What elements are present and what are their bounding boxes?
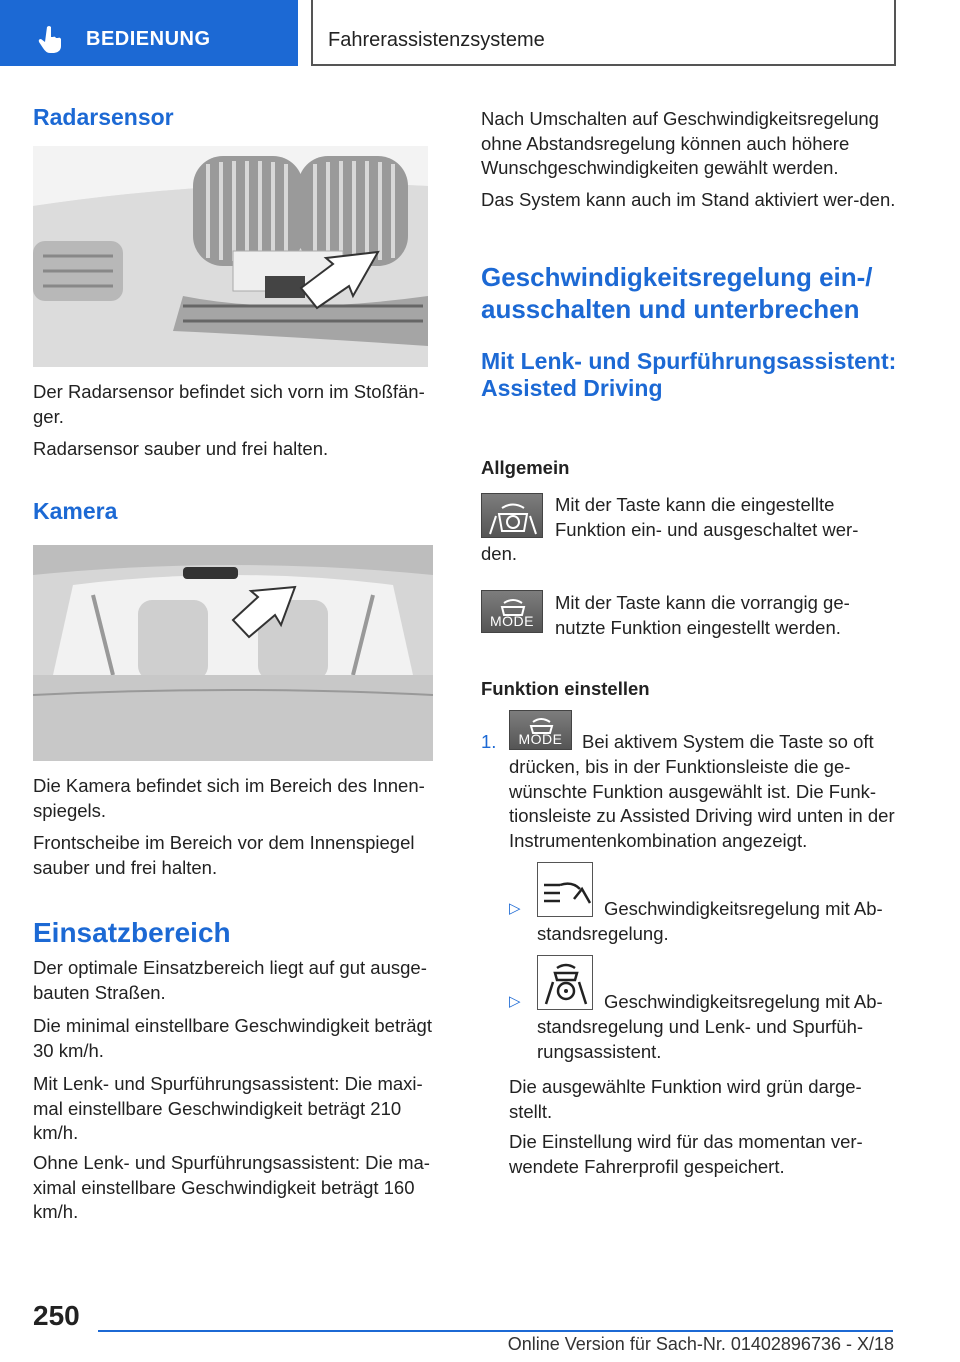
footer-online-version: Online Version für Sach-Nr. 01402896736 - X/18 bbox=[507, 1334, 894, 1354]
radar-heading: Radarsensor bbox=[33, 104, 174, 130]
einsatz-para-1: Der optimale Einsatzbereich liegt auf gut ausge-bauten Straßen. bbox=[33, 957, 427, 1003]
einsatz-para-4: Ohne Lenk- und Spurführungsassistent: Die ma-ximal einstellbare Geschwindigkeit beträgt 160 km/h. bbox=[33, 1152, 430, 1222]
funktion-heading: Funktion einstellen bbox=[481, 678, 650, 699]
allgemein-p1-line1: Mit der Taste kann die eingestellte bbox=[555, 494, 835, 515]
einsatz-para-2: Die minimal einstellbare Geschwindigkeit beträgt 30 km/h. bbox=[33, 1015, 432, 1061]
intro-para-1: Nach Umschalten auf Geschwindigkeitsregelung ohne Abstandsregelung können auch höhere Wunschgeschwindigkeiten gewählt werden. bbox=[481, 108, 879, 178]
acc-display-icon bbox=[537, 862, 593, 917]
allgemein-p2-line1: Mit der Taste kann die vorrangig ge- bbox=[555, 592, 850, 613]
camera-heading: Kamera bbox=[33, 498, 118, 524]
bullet-2-line1: Geschwindigkeitsregelung mit Ab- bbox=[604, 991, 883, 1012]
mode-label-step: MODE bbox=[518, 731, 563, 747]
step-line1: Bei aktivem System die Taste so oft bbox=[582, 731, 874, 752]
sub-heading: Mit Lenk- und Spurführungsassistent: Assisted Driving bbox=[481, 348, 897, 401]
step-rest: drücken, bis in der Funktionsleiste die ge-wünschte Funktion ausgewählt ist. Die Funk-tionsleiste zu Assisted Driving wird unten in der Instrumentenkombination angezeigt. bbox=[509, 756, 895, 851]
assisted-driving-button-icon bbox=[481, 493, 543, 538]
section-title: Fahrerassistenzsysteme bbox=[328, 29, 545, 51]
mode-button-icon bbox=[481, 590, 543, 633]
radar-sensor-image bbox=[33, 146, 428, 367]
footer-rule bbox=[98, 1330, 893, 1332]
allgemein-heading: Allgemein bbox=[481, 457, 570, 478]
hand-pointer-icon bbox=[36, 24, 66, 54]
camera-text-2: Frontscheibe im Bereich vor dem Innenspiegel sauber und frei halten. bbox=[33, 832, 415, 878]
einsatz-heading: Einsatzbereich bbox=[33, 917, 231, 948]
after-para-2: Die Einstellung wird für das momentan ver-wendete Fahrerprofil gespeichert. bbox=[509, 1131, 863, 1177]
einsatz-para-3: Mit Lenk- und Spurführungsassistent: Die maxi-mal einstellbare Geschwindigkeit beträgt 210 km/h. bbox=[33, 1073, 423, 1143]
section-header bbox=[311, 0, 896, 66]
page-number: 250 bbox=[33, 1300, 80, 1331]
main-heading: Geschwindigkeitsregelung ein-/ ausschalten und unterbrechen bbox=[481, 262, 873, 324]
bullet-1-line2: standsregelung. bbox=[537, 923, 669, 944]
assisted-driving-display-icon bbox=[537, 955, 593, 1010]
camera-image bbox=[33, 545, 433, 761]
bullet-marker-1: ▷ bbox=[509, 900, 521, 917]
chapter-label: BEDIENUNG bbox=[86, 28, 211, 50]
chapter-tab[interactable] bbox=[0, 0, 298, 66]
after-para-1: Die ausgewählte Funktion wird grün darge-stellt. bbox=[509, 1076, 862, 1122]
bullet-marker-2: ▷ bbox=[509, 993, 521, 1010]
mode-button-icon-step bbox=[509, 710, 572, 750]
intro-para-2: Das System kann auch im Stand aktiviert wer-den. bbox=[481, 189, 896, 210]
bullet-1-line1: Geschwindigkeitsregelung mit Ab- bbox=[604, 898, 883, 919]
step-number: 1. bbox=[481, 731, 497, 752]
allgemein-p1-line3: den. bbox=[481, 543, 518, 564]
camera-text-1: Die Kamera befindet sich im Bereich des Innen-spiegels. bbox=[33, 775, 425, 821]
allgemein-p1-line2: Funktion ein- und ausgeschaltet wer- bbox=[555, 519, 859, 540]
mode-label: MODE bbox=[490, 613, 534, 629]
radar-text-2: Radarsensor sauber und frei halten. bbox=[33, 438, 329, 459]
radar-text-1: Der Radarsensor befindet sich vorn im Stoßfän-ger. bbox=[33, 381, 425, 427]
bullet-2-rest: standsregelung und Lenk- und Spurfüh-rungsassistent. bbox=[537, 1016, 864, 1062]
allgemein-p2-line2: nutzte Funktion eingestellt werden. bbox=[555, 617, 841, 638]
